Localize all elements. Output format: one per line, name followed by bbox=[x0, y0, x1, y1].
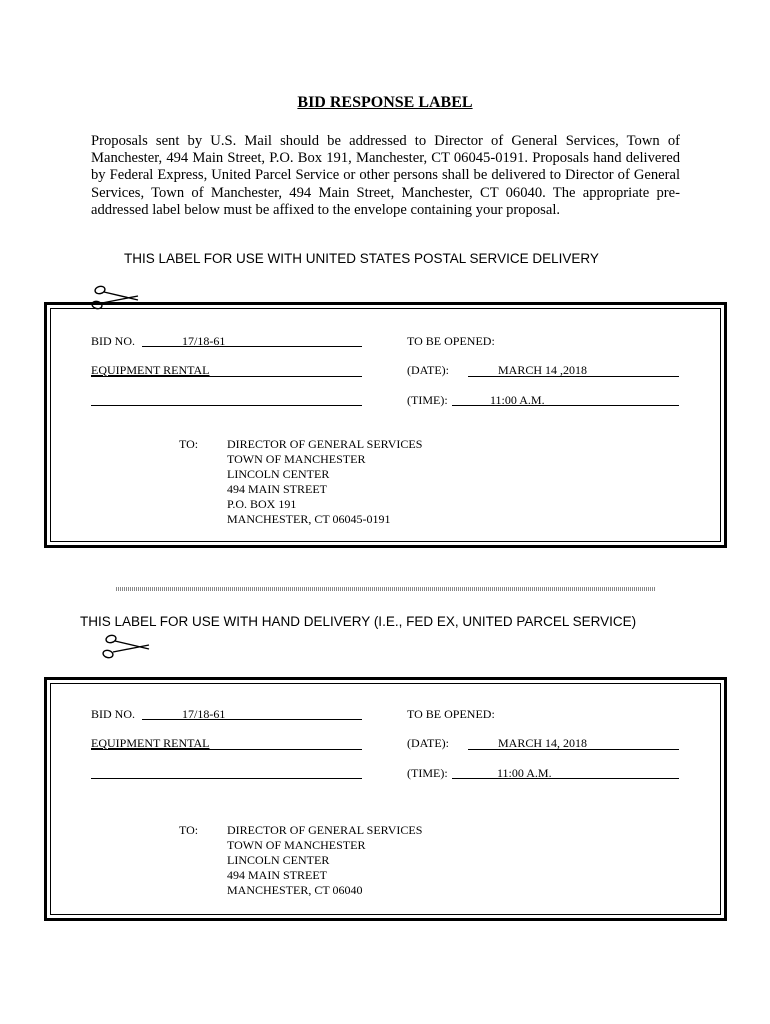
address-block bbox=[227, 823, 422, 898]
to-label: TO: bbox=[179, 823, 199, 837]
address-line: TOWN OF MANCHESTER bbox=[227, 838, 366, 852]
blank-line bbox=[91, 405, 362, 406]
item-name: EQUIPMENT RENTAL bbox=[91, 736, 210, 750]
date-label: (DATE): bbox=[407, 736, 449, 750]
address-block bbox=[227, 437, 422, 527]
address-line: 494 MAIN STREET bbox=[227, 482, 327, 496]
usps-label-heading: THIS LABEL FOR USE WITH UNITED STATES POSTAL SERVICE DELIVERY bbox=[124, 251, 599, 266]
bid-no-value: 17/18-61 bbox=[182, 334, 226, 348]
hand-delivery-label-heading: THIS LABEL FOR USE WITH HAND DELIVERY (I.E., FED EX, UNITED PARCEL SERVICE) bbox=[80, 614, 637, 629]
address-line: MANCHESTER, CT 06040 bbox=[227, 883, 363, 897]
time-label: (TIME): bbox=[407, 393, 448, 407]
address-line: MANCHESTER, CT 06045-0191 bbox=[227, 512, 391, 526]
time-label: (TIME): bbox=[407, 766, 448, 780]
address-line: DIRECTOR OF GENERAL SERVICES bbox=[227, 823, 423, 837]
to-be-opened: TO BE OPENED: bbox=[407, 334, 495, 348]
bid-no-label: BID NO. bbox=[91, 707, 135, 721]
date-value: MARCH 14 ,2018 bbox=[498, 363, 588, 377]
address-line: DIRECTOR OF GENERAL SERVICES bbox=[227, 437, 423, 451]
address-line: TOWN OF MANCHESTER bbox=[227, 452, 366, 466]
item-name: EQUIPMENT RENTAL bbox=[91, 363, 210, 377]
intro-paragraph: Proposals sent by U.S. Mail should be addressed to Director of General Services, Town of Manchester, 494 Main Street, P.O. Box 191, Manchester, CT 06045-0191. Proposals hand delivered by Federal Express, United Parcel Service or other persons shall be delivered to Director of General Services, Town of Manchester, 494 Main Street, Manchester, CT 06040. The appropriate pre-addressed label below must be affixed to the envelope containing your proposal. bbox=[91, 133, 680, 218]
time-value: 11:00 A.M. bbox=[490, 393, 545, 407]
blank-line bbox=[91, 778, 362, 779]
date-value: MARCH 14, 2018 bbox=[498, 736, 588, 750]
time-value: 11:00 A.M. bbox=[497, 766, 552, 780]
cut-line bbox=[116, 587, 656, 591]
bid-no-label: BID NO. bbox=[91, 334, 135, 348]
address-line: LINCOLN CENTER bbox=[227, 467, 330, 481]
address-line: 494 MAIN STREET bbox=[227, 868, 327, 882]
to-be-opened: TO BE OPENED: bbox=[407, 707, 495, 721]
date-label: (DATE): bbox=[407, 363, 449, 377]
address-line: P.O. BOX 191 bbox=[227, 497, 297, 511]
bid-no-value: 17/18-61 bbox=[182, 707, 226, 721]
to-label: TO: bbox=[179, 437, 199, 451]
address-line: LINCOLN CENTER bbox=[227, 853, 330, 867]
page-title: BID RESPONSE LABEL bbox=[297, 94, 473, 111]
scissors-icon bbox=[99, 632, 151, 662]
